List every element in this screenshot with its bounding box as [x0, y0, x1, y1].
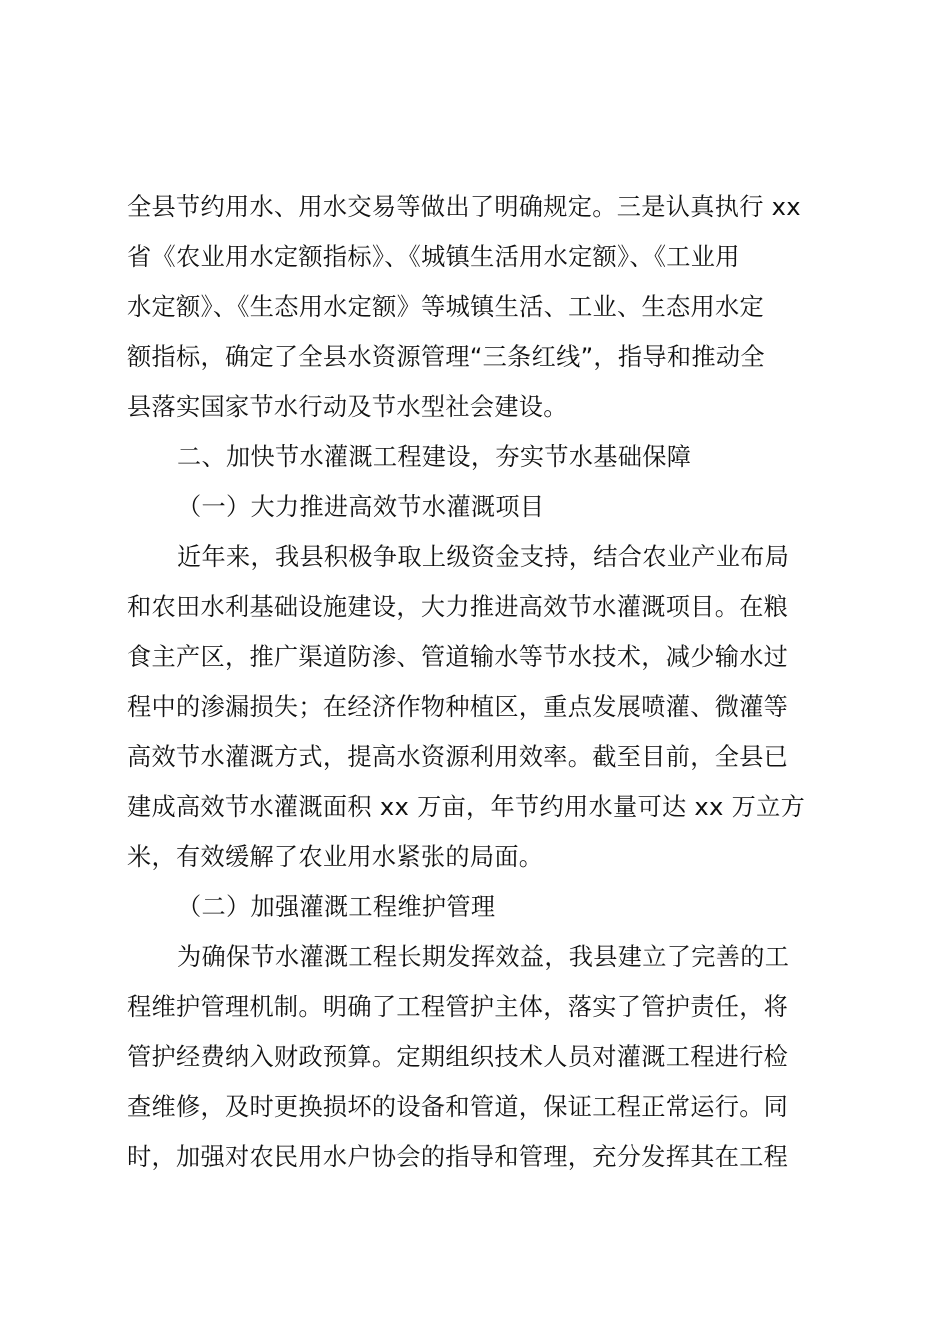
- section-heading: 二、加快节水灌溉工程建设，夯实节水基础保障: [177, 443, 692, 471]
- paragraph-line: 程维护管理机制。明确了工程管护主体，落实了管护责任，将: [127, 993, 789, 1021]
- paragraph-line: 时，加强对农民用水户协会的指导和管理，充分发挥其在工程: [127, 1143, 789, 1171]
- paragraph-line: 米，有效缓解了农业用水紧张的局面。: [127, 843, 544, 871]
- paragraph-line: 建成高效节水灌溉面积 xx 万亩，年节约用水量可达 xx 万立方: [127, 793, 806, 821]
- subsection-heading: （二）加强灌溉工程维护管理: [177, 893, 496, 921]
- paragraph-line: 食主产区，推广渠道防渗、管道输水等节水技术，减少输水过: [127, 643, 789, 671]
- paragraph-line: 省《农业用水定额指标》、《城镇生活用水定额》、《工业用: [127, 243, 740, 271]
- paragraph-line: 查维修，及时更换损坏的设备和管道，保证工程正常运行。同: [127, 1093, 789, 1121]
- paragraph-line: 高效节水灌溉方式，提高水资源利用效率。截至目前，全县已: [127, 743, 789, 771]
- paragraph-line: 全县节约用水、用水交易等做出了明确规定。三是认真执行 xx: [127, 193, 801, 221]
- document-body: [127, 182, 832, 1182]
- paragraph-line: 为确保节水灌溉工程长期发挥效益，我县建立了完善的工: [177, 943, 790, 971]
- paragraph-line: 县落实国家节水行动及节水型社会建设。: [127, 393, 568, 421]
- subsection-heading: （一）大力推进高效节水灌溉项目: [177, 493, 545, 521]
- paragraph-line: 和农田水利基础设施建设，大力推进高效节水灌溉项目。在粮: [127, 593, 789, 621]
- paragraph-line: 管护经费纳入财政预算。定期组织技术人员对灌溉工程进行检: [127, 1043, 789, 1071]
- paragraph-line: 额指标，确定了全县水资源管理“三条红线”，指导和推动全: [127, 343, 765, 371]
- paragraph-line: 程中的渗漏损失；在经济作物种植区，重点发展喷灌、微灌等: [127, 693, 789, 721]
- paragraph-line: 水定额》、《生态用水定额》等城镇生活、工业、生态用水定: [127, 293, 764, 321]
- paragraph-line: 近年来，我县积极争取上级资金支持，结合农业产业布局: [177, 543, 790, 571]
